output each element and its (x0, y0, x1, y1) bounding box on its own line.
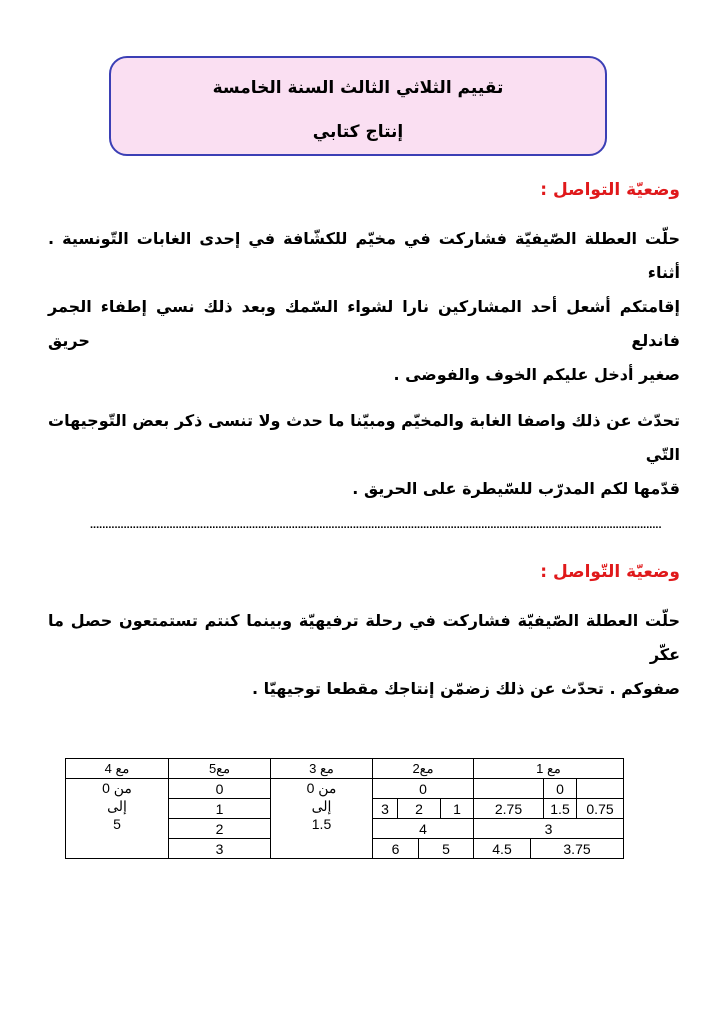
text-line: صفوكم . تحدّث عن ذلك زضمّن إنتاجك مقطعا توجيهيّا . (252, 679, 680, 698)
c5-cell: 2 (169, 819, 271, 839)
range-from: من 0 (306, 780, 337, 796)
title-box (109, 56, 607, 156)
c2-cell: 5 (419, 839, 474, 859)
c1-cell: 3 (474, 819, 624, 839)
page-title: تقييم الثلاثي الثالث السنة الخامسة (212, 78, 504, 98)
c3-range (271, 779, 373, 859)
c1-cell: 2.75 (474, 799, 544, 819)
header-c5: مع5 (169, 759, 271, 779)
header-c2: مع2 (373, 759, 474, 779)
c1-empty-cell (474, 779, 544, 799)
range-from: من 0 (102, 780, 132, 796)
dotted-separator: ........................................................................................................................................................................................... (90, 519, 662, 531)
range-to: 5 (113, 816, 121, 832)
section1-heading: وضعيّة التواصل : (540, 180, 680, 200)
c1-empty-cell (577, 779, 624, 799)
c5-cell: 3 (169, 839, 271, 859)
text-line: تحدّث عن ذلك واصفا الغابة والمخيّم ومبيّنا ما حدث ولا تنسى ذكر بعض التّوجيهات التّي (48, 411, 680, 464)
c2-cell: 0 (373, 779, 474, 799)
header-c3: مع 3 (271, 759, 373, 779)
section2-heading: وضعيّة التّواصل : (540, 562, 680, 582)
header-c1: مع 1 (474, 759, 624, 779)
c2-cell: 3 (373, 799, 398, 819)
document-body (48, 178, 680, 706)
table-row (66, 779, 624, 799)
c1-cell: 1.5 (544, 799, 577, 819)
text-line: حلّت العطلة الصّيفيّة فشاركت في رحلة ترفيهيّة وبينما كنتم تستمتعون حصل ما عكّر (48, 611, 680, 664)
header-c4: مع 4 (66, 759, 169, 779)
c1-cell: 3.75 (531, 839, 624, 859)
page-subtitle: إنتاج كتابي (312, 122, 404, 142)
grading-table (65, 758, 624, 859)
c1-cell: 0.75 (577, 799, 624, 819)
c4-range (66, 779, 169, 859)
range-to: 1.5 (311, 816, 332, 832)
c5-cell: 1 (169, 799, 271, 819)
text-line: صغير أدخل عليكم الخوف والفوضى . (393, 365, 680, 384)
text-line: حلّت العطلة الصّيفيّة فشاركت في مخيّم للكشّافة في إحدى الغابات التّونسية . أثناء (48, 229, 680, 282)
range-to-word: إلى (107, 798, 127, 814)
section1-paragraph1 (48, 222, 680, 392)
c2-cell: 1 (441, 799, 474, 819)
range-to-word: إلى (311, 798, 332, 814)
c5-cell: 0 (169, 779, 271, 799)
c1-cell: 0 (544, 779, 577, 799)
text-line: إقامتكم أشعل أحد المشاركين نارا لشواء السّمك وبعد ذلك نسي إطفاء الجمر فاندلع حريق (48, 297, 680, 350)
c2-cell: 4 (373, 819, 474, 839)
text-line: قدّمها لكم المدرّب للسّيطرة على الحريق . (352, 479, 680, 498)
table-header-row (66, 759, 624, 779)
c2-cell: 6 (373, 839, 419, 859)
section2-paragraph (48, 604, 680, 706)
section1-paragraph2 (48, 404, 680, 506)
c1-cell: 4.5 (474, 839, 531, 859)
c2-cell: 2 (398, 799, 441, 819)
